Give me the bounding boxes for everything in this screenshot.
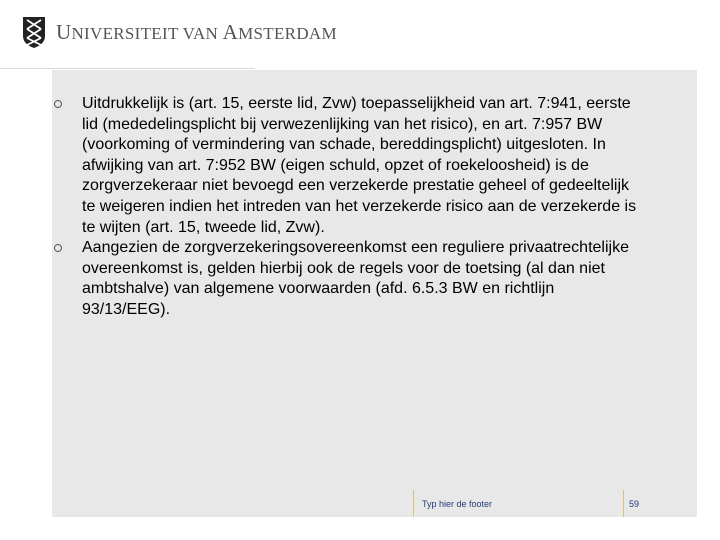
page-number: 59 xyxy=(629,499,640,509)
bullet-icon xyxy=(54,244,62,252)
bullet-item: Uitdrukkelijk is (art. 15, eerste lid, Zvw) toepasselijkheid van art. 7:941, eerste lid (mededelingsplicht bij verwezenlijking van het risico), en art. 7:957 BW (voorkoming of vermindering van schade, bereddingsplicht) uitgesloten. In afwijking van art. 7:952 BW (eigen schuld, opzet of roekeloosheid) is de zorgverzekeraar niet bevoegd een verzekerde prestatie geheel of gedeeltelijk te weigeren indien het intreden van het verzekerde risico aan de verzekerde is te wijten (art. 15, tweede lid, Zvw). xyxy=(82,94,642,238)
slide-header xyxy=(0,0,720,70)
bullet-item: Aangezien de zorgverzekeringsovereenkomst een reguliere privaatrechtelijke overeenkomst is, gelden hierbij ook de regels voor de toetsing (al dan niet ambtshalve) van algemene voorwaarden (afd. 6.5.3 BW en richtlijn 93/13/EEG). xyxy=(82,238,642,320)
bullet-list xyxy=(82,94,642,321)
bullet-icon xyxy=(54,100,62,108)
uva-logo-icon xyxy=(22,16,46,49)
footer-divider xyxy=(623,490,624,517)
slide-content xyxy=(52,70,697,517)
footer-divider xyxy=(413,490,414,517)
footer-text[interactable]: Typ hier de footer xyxy=(422,499,493,509)
header-divider xyxy=(0,68,255,69)
university-name: UNIVERSITEIT VAN AMSTERDAM xyxy=(56,20,337,44)
